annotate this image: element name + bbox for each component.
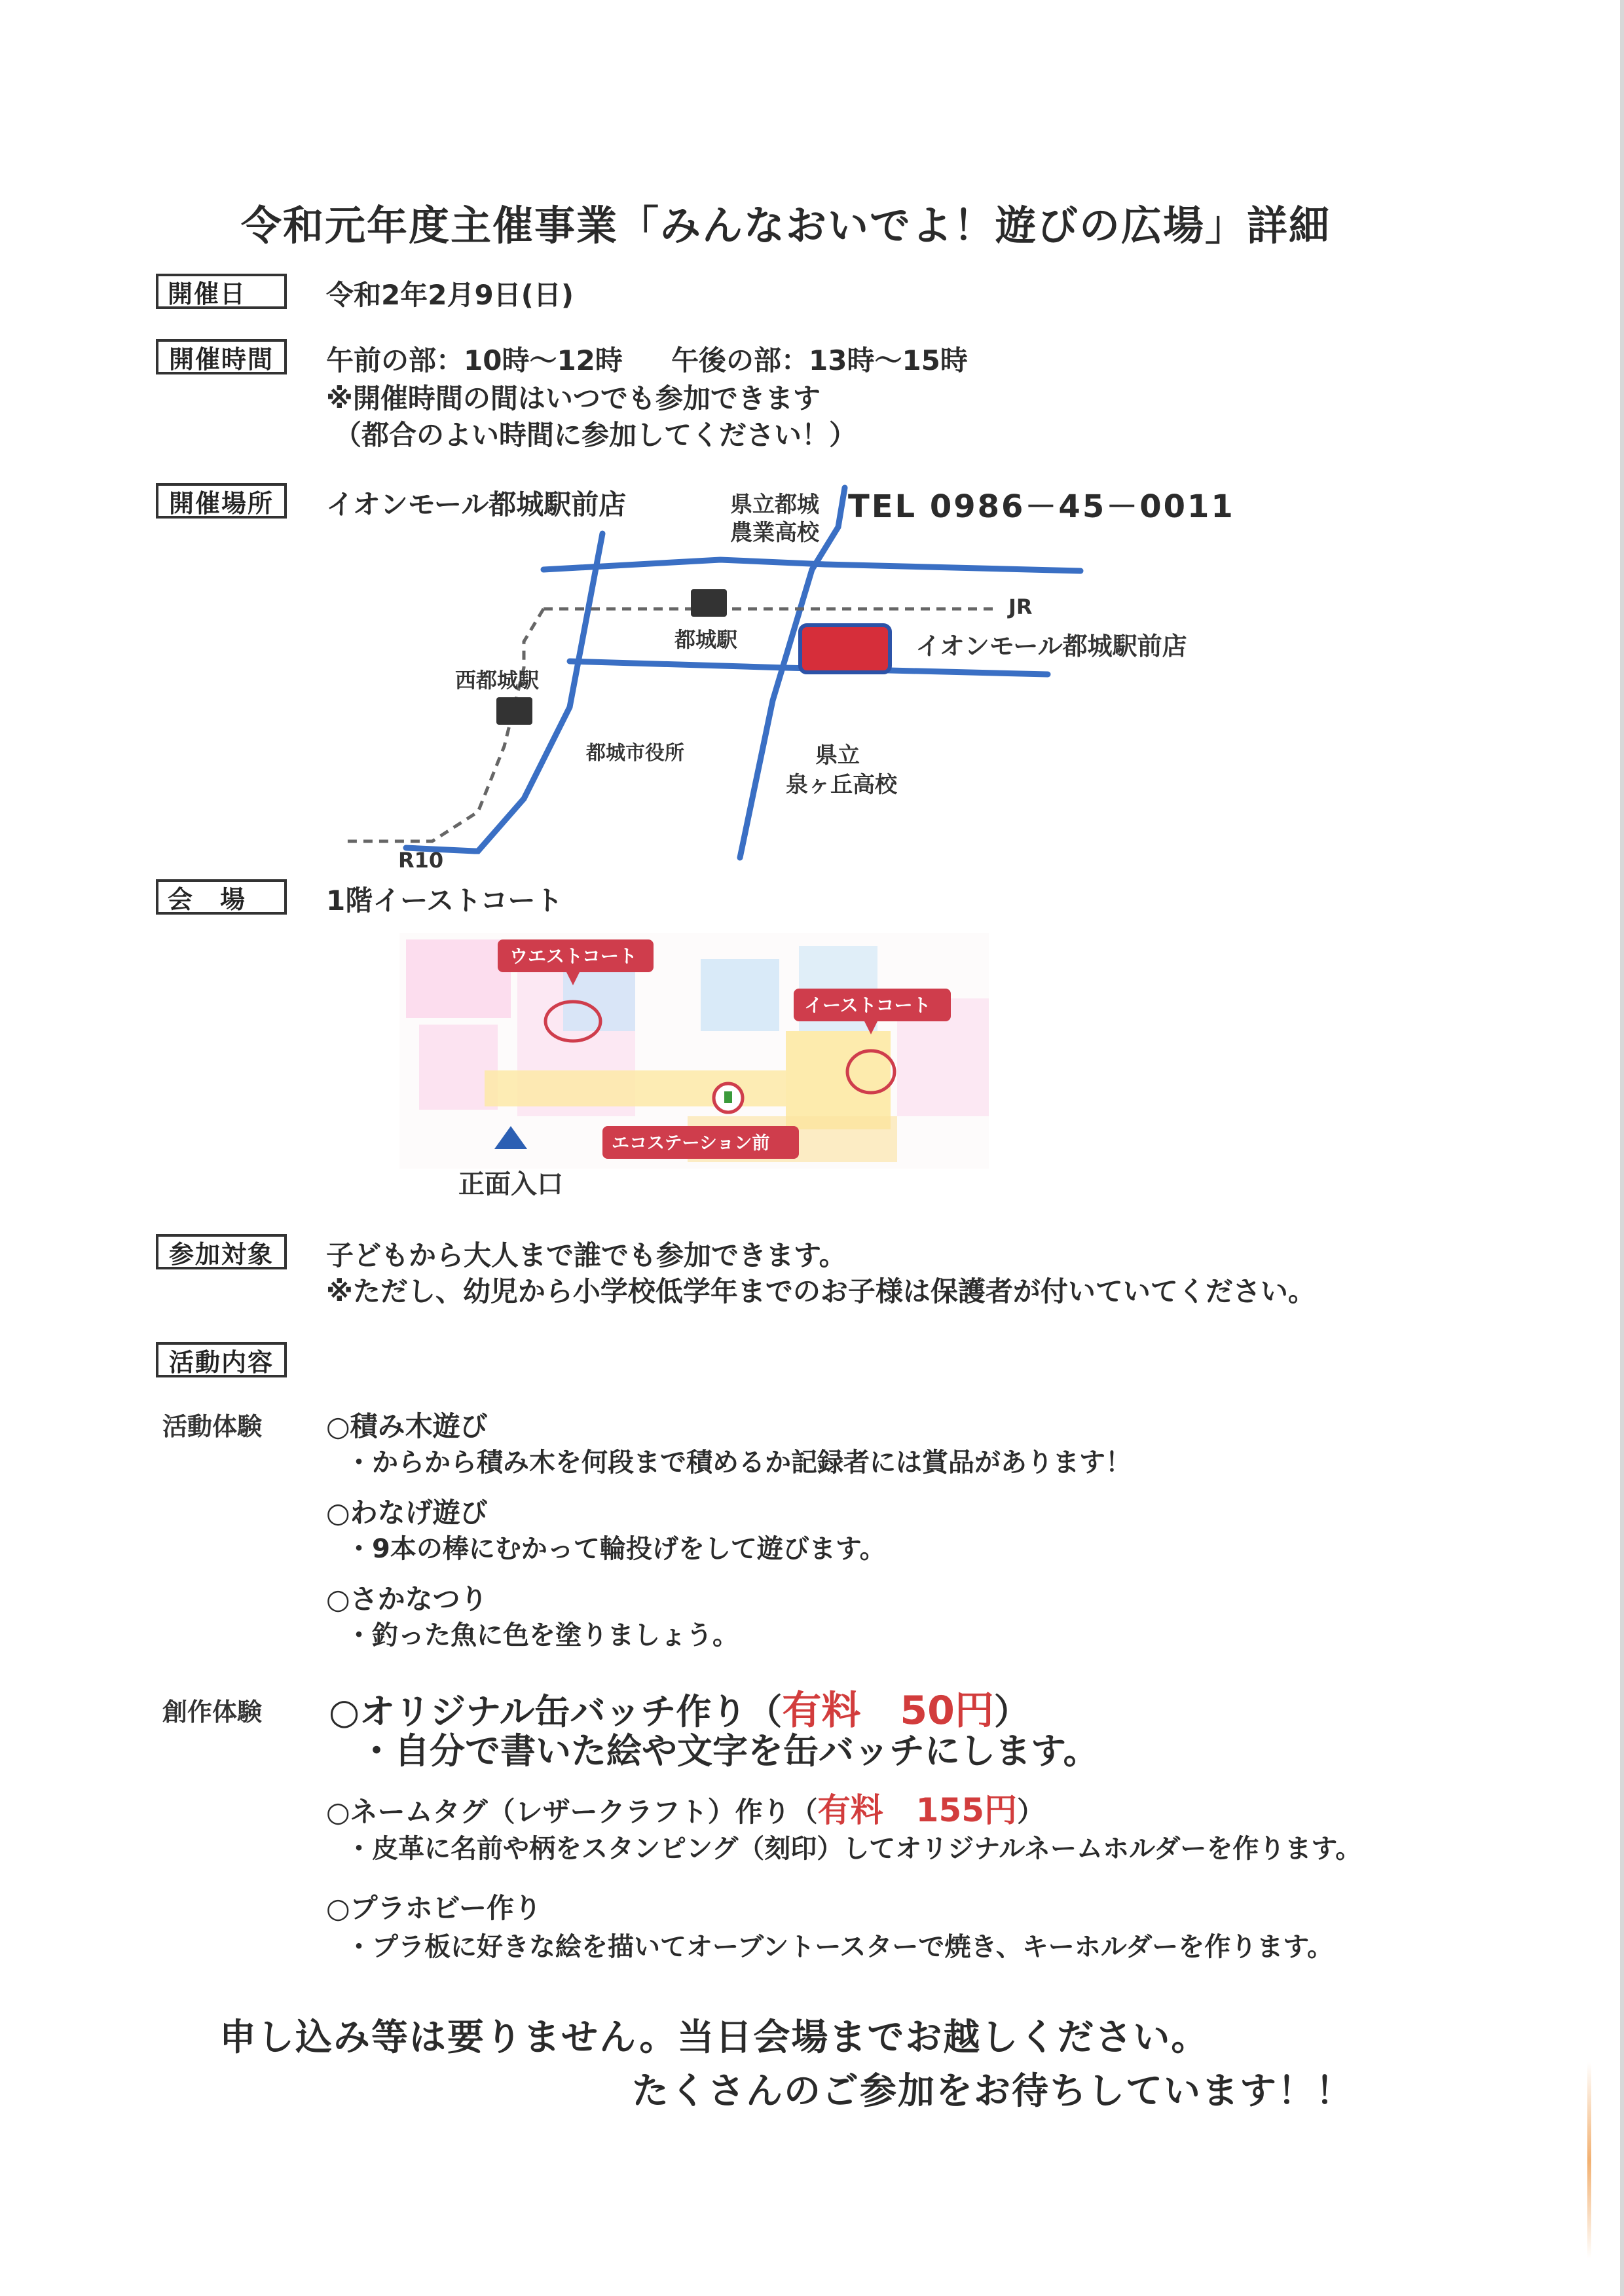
eco-station-label: エコステーション前: [612, 1133, 770, 1154]
scan-artifact: [1587, 2062, 1591, 2259]
activity-3-title: ○さかなつり: [326, 1583, 488, 1615]
activity-3-desc: ・釣った魚に色を塗りましょう。: [346, 1620, 739, 1650]
time-label: 開催時間: [156, 339, 287, 374]
craft-2-close: ）: [1017, 1796, 1045, 1828]
activities-label: 活動内容: [156, 1342, 287, 1377]
map-route: R10: [398, 848, 444, 873]
craft-3-desc: ・プラ板に好きな絵を描いてオーブントースターで焼き、キーホルダーを作ります。: [346, 1932, 1333, 1962]
map-west-station: 西都城駅: [455, 668, 540, 693]
activity-1-title: ○積み木遊び: [326, 1410, 488, 1442]
map-city-hall: 都城市役所: [586, 742, 684, 765]
footer-line-1: 申し込み等は要りません。当日会場までお越しください。: [219, 2016, 1209, 2059]
activity-2-desc: ・9本の棒にむかって輪投げをして遊びます。: [346, 1534, 886, 1564]
time-afternoon: 午後の部：13時〜15時: [671, 344, 968, 376]
miyakonojo-station-marker: [691, 589, 727, 617]
map-school2-l1: 県立: [815, 742, 860, 769]
target-line-1: 子どもから大人まで誰でも参加できます。: [326, 1239, 847, 1271]
date-label-text: 開催日: [168, 279, 247, 308]
craft-1-close: ）: [993, 1691, 1029, 1732]
hall-label: [156, 879, 287, 915]
hall-label-text: 会 場: [168, 884, 247, 914]
scan-edge: [1620, 0, 1624, 2296]
footer-line-2: たくさんのご参加をお待ちしています！！: [632, 2070, 1354, 2113]
craft-1-fee: 有料 50円: [782, 1688, 994, 1734]
target-line-2: ※ただし、幼児から小学校低学年までのお子様は保護者が付いていてください。: [326, 1275, 1316, 1307]
activity-1-desc: ・からから積み木を何段まで積めるか記録者には賞品があります！: [346, 1448, 1132, 1478]
hall-value: 1階イーストコート: [326, 884, 563, 917]
venue-tel: TEL 0986－45－0011: [848, 488, 1235, 525]
map-jr: JR: [1008, 594, 1033, 619]
date-label: [156, 274, 287, 309]
map-station: 都城駅: [674, 627, 738, 652]
craft-2-title-text: ○ネームタグ（レザークラフト）作り（: [326, 1796, 818, 1828]
venue-name: イオンモール都城駅前店: [326, 488, 627, 520]
venue-label: 開催場所: [156, 483, 287, 519]
craft-2-fee: 有料 155円: [817, 1791, 1018, 1829]
craft-2-title: [326, 1784, 1044, 1831]
time-note-1: ※開催時間の間はいつでも参加できます: [326, 382, 821, 414]
area-map: [327, 471, 1244, 877]
experience-label: 活動体験: [162, 1412, 263, 1441]
time-note-2: （都合のよい時間に参加してください！）: [334, 419, 857, 451]
mall-marker: [800, 625, 890, 672]
map-mall: イオンモール都城駅前店: [915, 632, 1187, 661]
craft-3-title: ○プラホビー作り: [326, 1892, 542, 1924]
craft-1-desc: ・自分で書いた絵や文字を缶バッチにします。: [359, 1730, 1099, 1772]
map-school1-l1: 県立都城: [730, 492, 819, 518]
entrance-label: 正面入口: [458, 1169, 563, 1199]
west-court-label: ウエストコート: [509, 945, 637, 967]
craft-label: 創作体験: [162, 1698, 263, 1726]
nishi-station-marker: [496, 697, 532, 725]
date-value: 令和2年2月9日(日): [326, 279, 574, 311]
floor-map: [393, 926, 995, 1208]
map-school1-l2: 農業高校: [730, 520, 819, 546]
map-school2-l2: 泉ヶ丘高校: [786, 772, 897, 798]
target-label: 参加対象: [156, 1234, 287, 1269]
time-morning: 午前の部：10時〜12時: [326, 344, 623, 376]
craft-2-desc: ・皮革に名前や柄をスタンピング（刻印）してオリジナルネームホルダーを作ります。: [346, 1834, 1362, 1864]
page-title: 令和元年度主催事業「みんなおいでよ！遊びの広場」詳細: [240, 202, 1331, 249]
activity-2-title: ○わなげ遊び: [326, 1497, 488, 1529]
east-court-label: イーストコート: [804, 994, 931, 1016]
craft-1-title-text: ○オリジナル缶バッチ作り（: [329, 1691, 783, 1732]
